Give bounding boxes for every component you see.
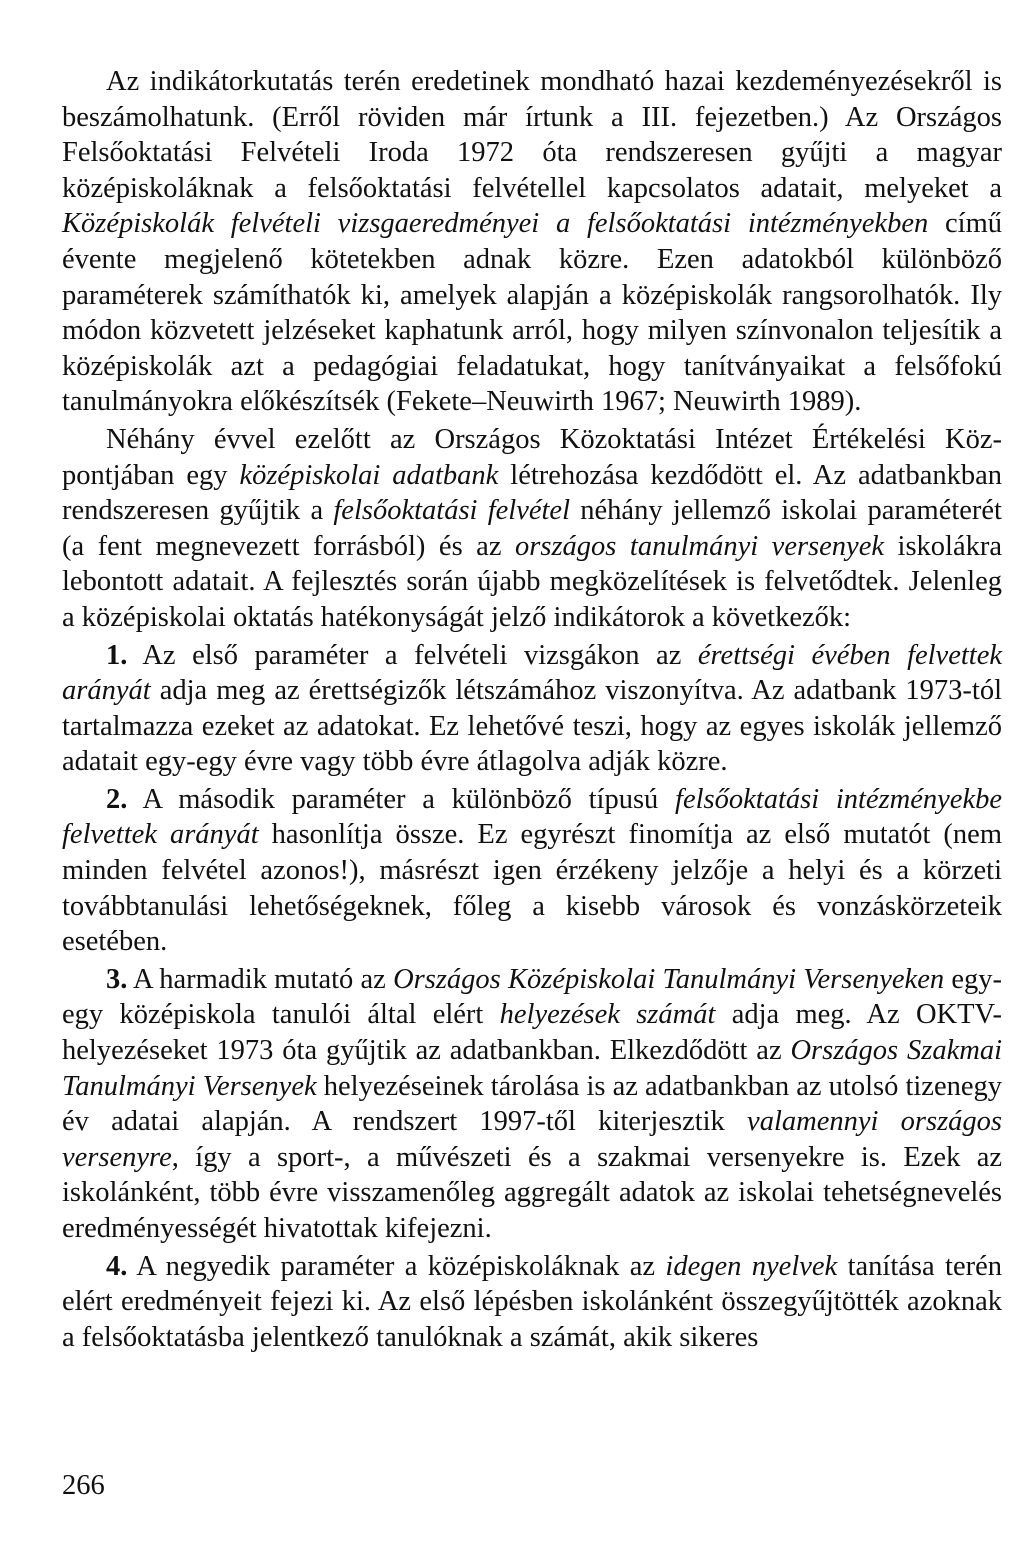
text-run: A harmadik mutató az [127, 963, 394, 995]
page-number: 266 [62, 1470, 105, 1501]
item-number: 3. [106, 963, 128, 995]
paragraph-intro [62, 64, 1002, 420]
italic-phrase: helyezések számát [499, 999, 716, 1031]
text-run: című évente megjelenő kötetekben adnak közre. Ezen adatokból különböző paraméterek számíthatók ki, amelyek alapján a középiskolák rangsorolhatók. Ily módon közvetett jelzéseket kaphatunk arról, hogy milyen színvonalon teljesítik a középiskolák azt a pedagógiai feladatukat, hogy tanítványaikat a felsőfokú tanulmányokra előkészítsék (Fekete–Neuwirth 1967; Neuwirth 1989). [62, 208, 1002, 418]
italic-phrase: Középiskolák felvételi vizsgaeredményei a felsőoktatási intézményekben [62, 208, 929, 240]
italic-phrase: idegen nyelvek [665, 1250, 838, 1282]
italic-phrase: országos tanulmányi versenyek [515, 530, 884, 562]
text-run: helyezéseinek tárolása is az adatbankban az utolsó tizenegy év adatai alapján. A rendszert 1997-től kiterjesztik [62, 1070, 1003, 1138]
text-run: iskolákra lebontott adatait. A fejlesztés során újabb megközelítések is felvetődtek. Jelenleg a középiskolai oktatás hatékonyságát jelző indikátorok a következők: [62, 530, 1002, 633]
paragraph-databank [62, 422, 1002, 636]
text-run: adja meg az érettségizők létszámához viszonyítva. Az adatbank 1973-tól tartalmazza ezeket az adatokat. Ez lehetővé teszi, hogy az egyes iskolák jellemző adatait egy-egy évre vagy több évre átlagolva adják közre. [62, 675, 1002, 778]
italic-phrase: középiskolai adatbank [239, 459, 499, 491]
text-run: Néhány évvel ezelőtt az Országos Közoktatási Intézet Értékelési Központjában egy [62, 423, 1002, 491]
paragraph-item-3 [62, 962, 1002, 1247]
page-body [62, 64, 1002, 1355]
text-run: Az első paraméter a felvételi vizsgákon az [127, 639, 698, 671]
text-run: Az indikátorkutatás terén eredetinek mondható hazai kezdeményezésekről is beszámolhatunk. (Erről röviden már írtunk a III. fejezetben.) Az Országos Felsőoktatási Felvételi Iroda 1972 óta rendszeresen gyűjti a magyar középiskoláknak a felsőoktatási felvétellel kapcsolatos adatait, melyeket a [62, 66, 1002, 204]
text-run: létrehozása kezdődött el. Az adatbankban rendszeresen gyűjtik a [62, 459, 1002, 527]
text-run: néhány jellemző iskolai paraméterét (a fent megnevezett forrásból) és az [62, 495, 1002, 562]
text-run: egy-egy középiskola tanulói által elért [62, 963, 1003, 1031]
italic-phrase: Országos Szakmai Tanulmányi Versenyek [62, 1035, 1002, 1102]
italic-phrase: érettségi évében felvettek arányát [62, 639, 1002, 707]
text-run: , így a sport-, a művészeti és a szakmai versenyekre is. Ezek az iskolánként, több évre visszamenőleg aggregált adatok az iskolai tehetségnevelés eredményességét hivatottak kifejezni. [62, 1141, 1002, 1244]
item-number: 4. [106, 1250, 128, 1282]
paragraph-item-4 [62, 1249, 1002, 1356]
text-run: A negyedik paraméter a középiskoláknak az [127, 1250, 666, 1282]
item-number: 1. [106, 639, 128, 671]
italic-phrase: valamennyi országos versenyre [62, 1106, 1003, 1173]
text-run: hasonlítja össze. Ez egyrészt finomítja az első mutatót (nem minden felvétel azonos!), másrészt igen érzékeny jelzője a helyi és a körzeti továbbtanulási lehetőségeknek, főleg a kisebb városok és vonzáskörzeteik esetében. [62, 819, 1002, 958]
text-run: adja meg. Az OKTV-helyezéseket 1973 óta gyűjtik az adatbankban. Elkezdődött az [62, 999, 1002, 1067]
text-run: A második paraméter a különböző típusú [127, 783, 676, 815]
italic-phrase: felsőoktatási felvétel [333, 495, 570, 527]
item-number: 2. [106, 783, 128, 815]
italic-phrase: Országos Középiskolai Tanulmányi Versenyeken [393, 963, 945, 995]
italic-phrase: felsőoktatási intézményekbe felvettek arányát [62, 783, 1003, 851]
paragraph-item-1 [62, 638, 1002, 780]
paragraph-item-2 [62, 782, 1002, 960]
text-run: tanítása terén elért eredményeit fejezi ki. Az első lépésben iskolánként összegyűjtötték azoknak a felsőoktatásba jelentkező tanulóknak a számát, akik sikeres [62, 1250, 1002, 1353]
